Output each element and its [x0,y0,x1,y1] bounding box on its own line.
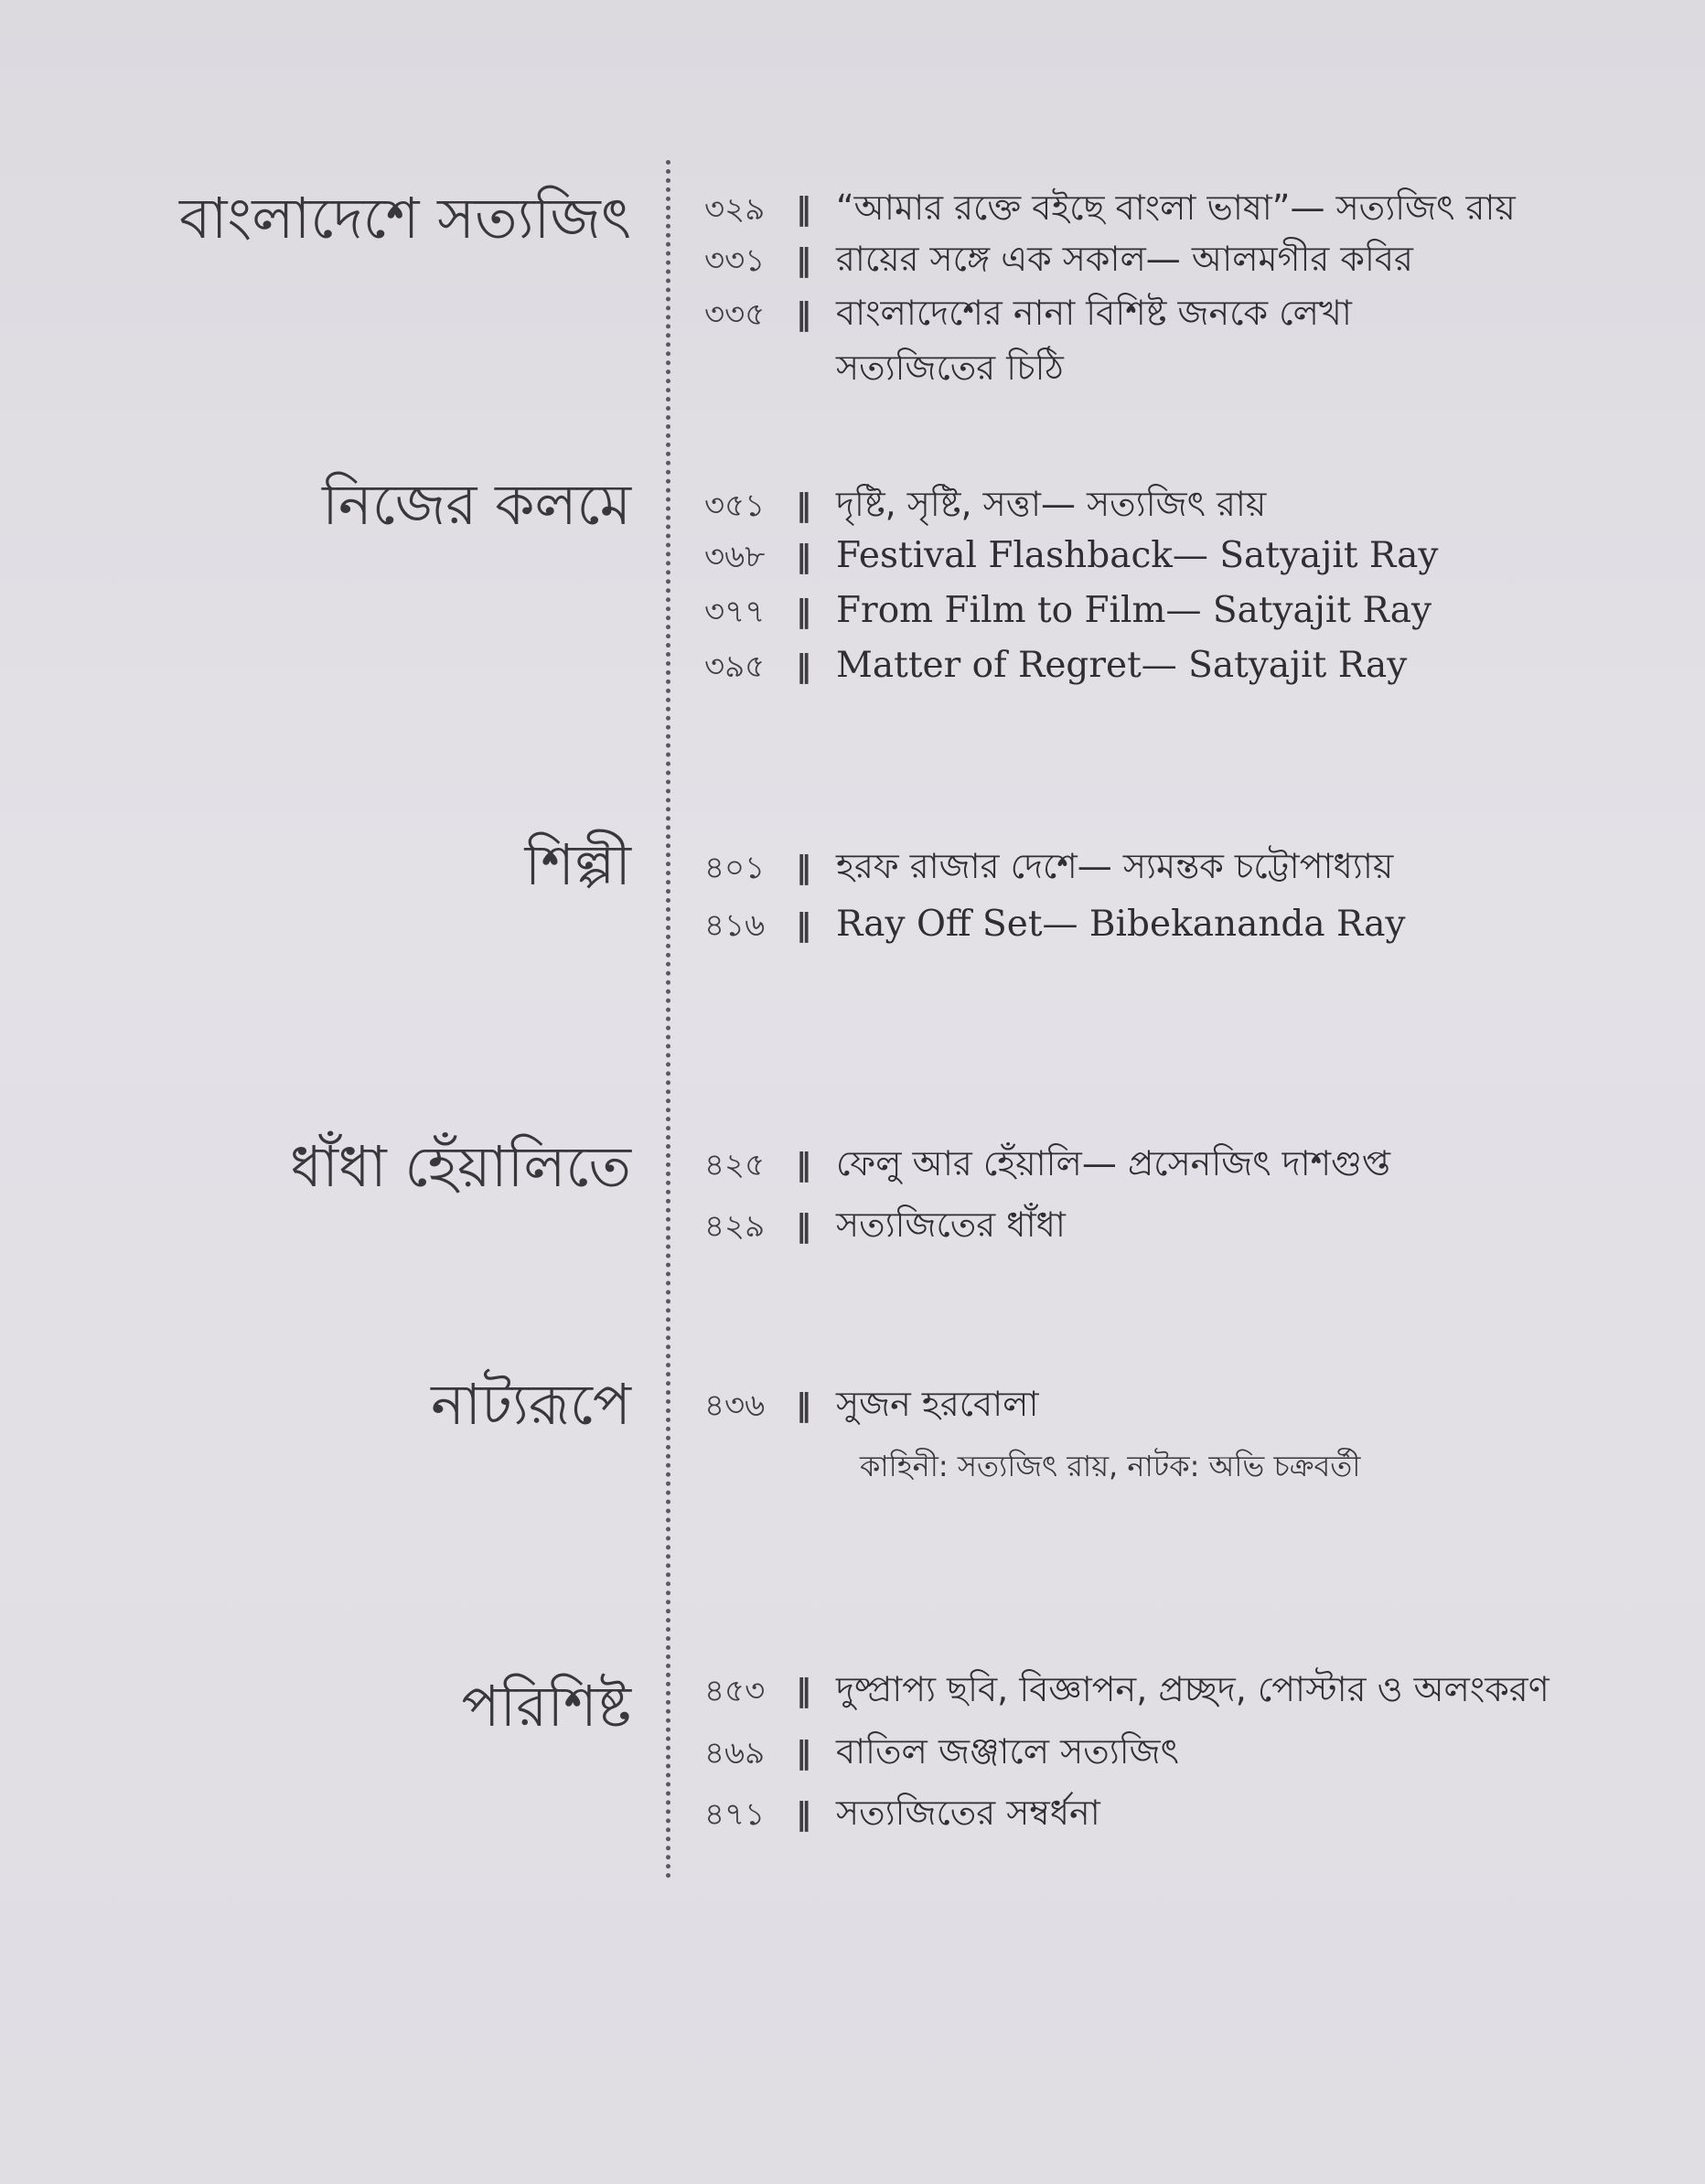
page-number: ৪৫৩ [704,1673,766,1709]
toc-entry[interactable] [704,1198,1066,1257]
section-title-natyarupe: নাট্যরূপে [431,1371,631,1438]
page-number: ৩২৯ [704,191,766,228]
entry-title: “আমার রক্তে বইছে বাংলা ভাষা”— সত্যজিৎ রায় [836,187,1516,228]
section-title-bangladeshe-satyajit: বাংলাদেশে সত্যজিৎ [179,185,631,252]
separator: ‖ [796,1673,811,1709]
separator: ‖ [796,648,811,685]
page-number: ৩৬৮ [704,539,766,575]
page-number: ৪২৫ [704,1147,766,1183]
page-number: ৪১৬ [704,907,766,944]
toc-entry[interactable] [704,1663,1550,1721]
section-title-shilpi: শিল্পী [524,831,631,898]
entry-title: সত্যজিতের সম্বর্ধনা [836,1793,1100,1833]
page-number: ৪৩৬ [704,1387,766,1424]
separator: ‖ [796,539,811,575]
separator: ‖ [796,487,811,524]
entry-title: দৃষ্টি, সৃষ্টি, সত্তা— সত্যজিৎ রায় [836,484,1267,524]
separator: ‖ [796,907,811,944]
dotted-divider [666,160,670,1879]
toc-entry[interactable] [704,1377,1039,1436]
toc-entry[interactable] [704,181,1516,240]
separator: ‖ [796,1208,811,1245]
page-number: ৪৭১ [704,1796,766,1833]
toc-entry[interactable] [704,1786,1100,1845]
page-number: ৪২৯ [704,1208,766,1245]
entry-title: From Film to Film— Satyajit Ray [836,590,1432,631]
entry-title: দুষ্প্রাপ্য ছবি, বিজ্ঞাপন, প্রচ্ছদ, পোস্টার ও অলংকরণ [836,1669,1550,1709]
toc-entry[interactable] [704,477,1266,536]
page-number: ৪০১ [704,850,766,886]
entry-title: ফেলু আর হেঁয়ালি— প্রসেনজিৎ দাশগুপ্ত [836,1143,1391,1183]
separator: ‖ [796,1387,811,1424]
page-number: ৪৬৯ [704,1735,766,1772]
toc-entry[interactable] [704,840,1393,898]
entry-title: Festival Flashback— Satyajit Ray [836,535,1439,576]
page-number: ৩৭৭ [704,594,766,630]
entry-title: বাংলাদেশের নানা বিশিষ্ট জনকে লেখা [836,293,1352,333]
toc-entry[interactable] [704,588,1432,640]
page-number: ৩৫১ [704,487,766,524]
entry-title: Matter of Regret— Satyajit Ray [836,645,1408,686]
separator: ‖ [796,1147,811,1183]
separator: ‖ [796,242,811,279]
entry-title: বাতিল জঞ্জালে সত্যজিৎ [836,1731,1179,1772]
entry-title: সুজন হরবোলা [836,1384,1039,1424]
toc-entry[interactable] [704,533,1438,585]
separator: ‖ [796,594,811,630]
toc-entry[interactable] [704,286,1352,345]
separator: ‖ [796,850,811,886]
toc-entry[interactable] [704,1725,1179,1783]
entry-note: কাহিনী: সত্যজিৎ রায়, নাটক: অভি চক্রবর্তী [860,1449,1361,1483]
page-number: ৩৩১ [704,242,766,279]
page-number: ৩৩৫ [704,296,766,333]
entry-title-continuation: সত্যজিতের চিঠি [836,348,1064,388]
toc-entry[interactable] [704,1137,1390,1195]
entry-title: সত্যজিতের ধাঁধা [836,1204,1066,1245]
toc-entry[interactable] [704,902,1406,954]
section-title-dhadha-heyalite: ধাঁধা হেঁয়ালিতে [290,1133,631,1200]
section-title-parishishta: পরিশিষ্ট [461,1673,631,1740]
entry-title: Ray Off Set— Bibekananda Ray [836,904,1406,945]
page-number: ৩৯৫ [704,648,766,685]
separator: ‖ [796,1735,811,1772]
separator: ‖ [796,296,811,333]
entry-title: হরফ রাজার দেশে— স্যমন্তক চট্টোপাধ্যায় [836,846,1394,886]
toc-entry[interactable] [704,232,1413,291]
section-title-nijer-kalame: নিজের কলমে [322,471,631,538]
separator: ‖ [796,191,811,228]
separator: ‖ [796,1796,811,1833]
toc-entry[interactable] [704,643,1407,695]
entry-title: রায়ের সঙ্গে এক সকাল— আলমগীর কবির [836,239,1413,279]
